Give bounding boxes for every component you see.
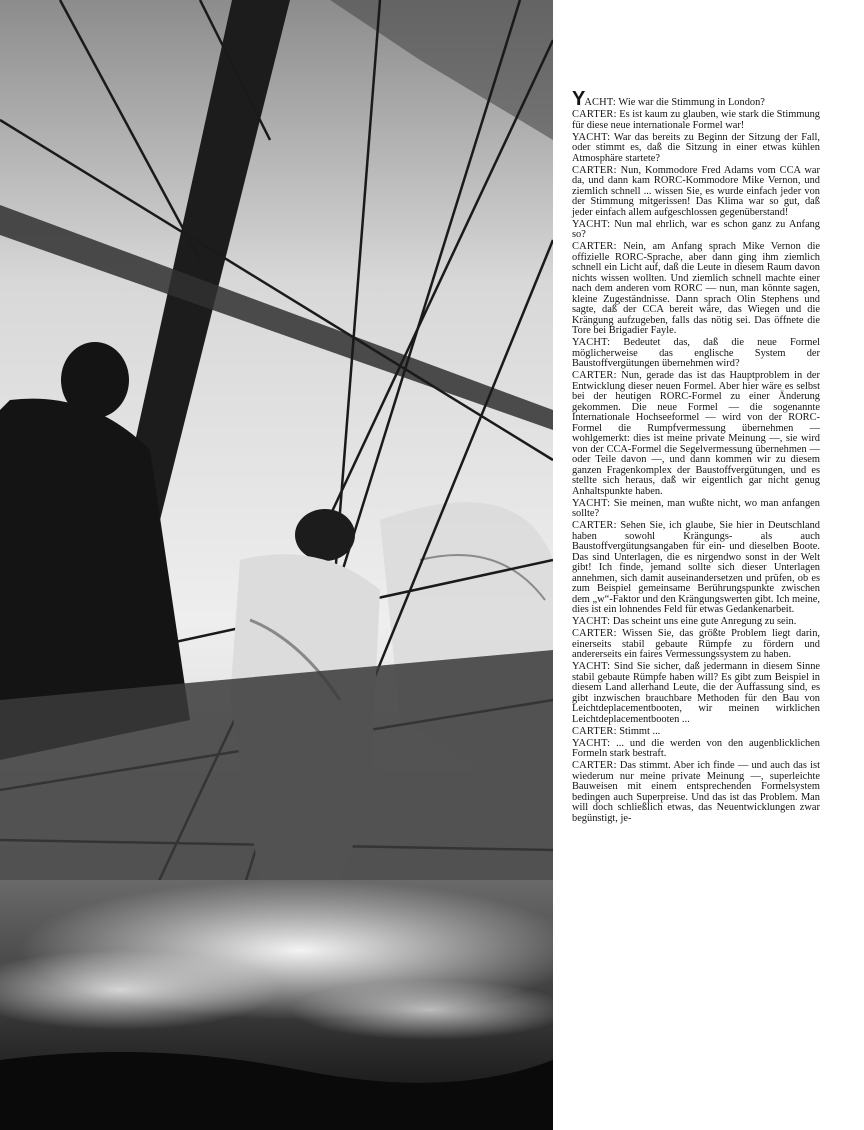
speaker-label: YACHT:	[572, 737, 611, 749]
speaker-label: YACHT:	[572, 131, 611, 143]
speaker-label: CARTER:	[572, 241, 617, 252]
paragraph-text: Sehen Sie, ich glaube, Sie hier in Deutschland haben sowohl Krängungs- als auch Baustoffvergütungsangaben für ein- und dieselben Boote. Das sind Unterlagen, die es nirgendwo sonst in der Welt gibt! Ich finde, jemand sollte sich dieser Unterlagen annehmen, sich damit auseinandersetzen und prüfen, ob es zum Beispiel gemeinsame Berührungspunkte zwischen dem „w“-Faktor und den Krängungswerten gibt. Ich meine, dies ist ein lohnendes Feld für etwas Gedankenarbeit.	[572, 520, 820, 615]
paragraph-text: Sind Sie sicher, daß jedermann in diesem Sinne stabil gebaute Rümpfe haben will? Es gibt zum Beispiel in diesem Land allerhand Leute, die der Auffassung sind, es gibt inzwischen brauchbare Methoden für den Bau von Leichtdeplacementbooten, wir meinen wirklichen Leichtdeplacementbooten ...	[572, 661, 820, 725]
speaker-label: YACHT:	[572, 218, 611, 230]
interview-paragraph	[572, 371, 820, 497]
speaker-label: YACHT:	[572, 497, 611, 509]
speaker-label	[572, 88, 616, 110]
paragraph-text: Bedeutet das, daß die neue Formel möglicherweise das englische System der Baustoffvergütungen übernehmen wird?	[572, 337, 820, 369]
speaker-label: YACHT:	[572, 337, 611, 348]
interview-paragraph	[572, 88, 820, 110]
paragraph-text: War das bereits zu Beginn der Sitzung der Fall, oder stimmt es, daß die Sitzung in einer etwas kühlen Atmosphäre startete?	[572, 131, 820, 164]
interview-paragraph	[572, 338, 820, 370]
speaker-label: CARTER:	[572, 520, 617, 531]
paragraph-text: Wissen Sie, das größte Problem liegt darin, einerseits stabil gebaute Rümpfe zu fördern und andererseits ein faires Vermessungssystem zu haben.	[572, 628, 820, 660]
paragraph-text: Stimmt ...	[619, 725, 661, 737]
speaker-label: CARTER:	[572, 164, 617, 176]
paragraph-text: Nein, am Anfang sprach Mike Vernon die offizielle RORC-Sprache, aber dann ging ihm ziemlich schnell ein Licht auf, daß die Leute in diesem Raum davon nichts wissen wollten. Und ziemlich schnell machte einer nach dem anderen vom RORC — nun, man könnte sagen, kleine Zugeständnisse. Dann sprach Olin Stephens und sagte, daß der CCA bereit wäre, das Wiegen und die Krängung aufzugeben, falls das nötig sei. Das öffnete die Tore bei Brigadier Fayle.	[572, 241, 820, 336]
paragraph-text: Das scheint uns eine gute Anregung zu sein.	[612, 616, 797, 627]
interview-paragraph	[572, 220, 820, 241]
interview-paragraph	[572, 133, 820, 165]
paragraph-text: Es ist kaum zu glauben, wie stark die Stimmung für diese neue internationale Formel war!	[572, 109, 820, 131]
speaker-label-rest: ACHT:	[584, 97, 616, 108]
speaker-label: CARTER:	[572, 760, 617, 771]
interview-paragraph	[572, 242, 820, 337]
interview-text-column	[572, 88, 820, 826]
speaker-label: CARTER:	[572, 628, 617, 639]
speaker-label: CARTER:	[572, 370, 617, 381]
interview-paragraph	[572, 617, 820, 628]
speaker-label: CARTER:	[572, 109, 617, 120]
paragraph-text: Nun mal ehrlich, war es schon ganz zu Anfang so?	[572, 218, 820, 240]
paragraph-text: Sie meinen, man wußte nicht, wo man anfangen sollte?	[572, 497, 820, 519]
interview-paragraph	[572, 739, 820, 760]
paragraph-text: Wie war die Stimmung in London?	[618, 97, 765, 108]
paragraph-text: Nun, Kommodore Fred Adams vom CCA war da, und dann kam RORC-Kommodore Mike Vernon, und ziemlich schnell ... wissen Sie, es wurde einfach jeder von der Stimmung mitgerissen! Das Klima war so gut, daß jeder einfach allem aufgeschlossen gegenüberstand!	[572, 164, 820, 218]
speaker-label: CARTER:	[572, 725, 617, 737]
interview-paragraph	[572, 110, 820, 131]
paragraph-text: ... und die werden von den augenblicklichen Formeln stark bestraft.	[572, 737, 820, 759]
interview-paragraph	[572, 521, 820, 616]
interview-paragraph	[572, 499, 820, 520]
drop-cap-initial: Y	[572, 88, 585, 110]
interview-paragraph	[572, 662, 820, 725]
interview-paragraph	[572, 629, 820, 661]
interview-paragraph	[572, 727, 820, 738]
interview-paragraph	[572, 166, 820, 219]
speaker-label: YACHT:	[572, 661, 611, 672]
paragraph-text: Das stimmt. Aber ich finde — und auch das ist wiederum nur meine private Meinung —, superleichte Bauweisen mit einem entsprechenden Formelsystem bedingen auch Superpreise. Und das ist das Problem. Man will doch schließlich etwas, das Neuentwicklungen zwar begünstigt, je-	[572, 760, 820, 824]
speaker-label: YACHT:	[572, 616, 611, 627]
interview-paragraph	[572, 761, 820, 824]
paragraph-text: Nun, gerade das ist das Hauptproblem in der Entwicklung dieser neuen Formel. Aber hier wäre es selbst bei der heutigen RORC-Formel zu einer Änderung gekommen. Die neue Formel — die sogenannte Internationale Hochseeformel — wird von der RORC-Formel die Rumpfvermessung übernehmen — wohlgemerkt: dies ist meine private Meinung —, sie wird von der CCA-Formel die Segelvermessung übernehmen — oder Teile davon —, und dann kommen wir zu diesem ganzen Fragenkomplex der Baustoffvergütungen, und es stellte sich heraus, daß wir eigentlich gar nicht genug Anhaltspunkte haben.	[572, 370, 820, 497]
